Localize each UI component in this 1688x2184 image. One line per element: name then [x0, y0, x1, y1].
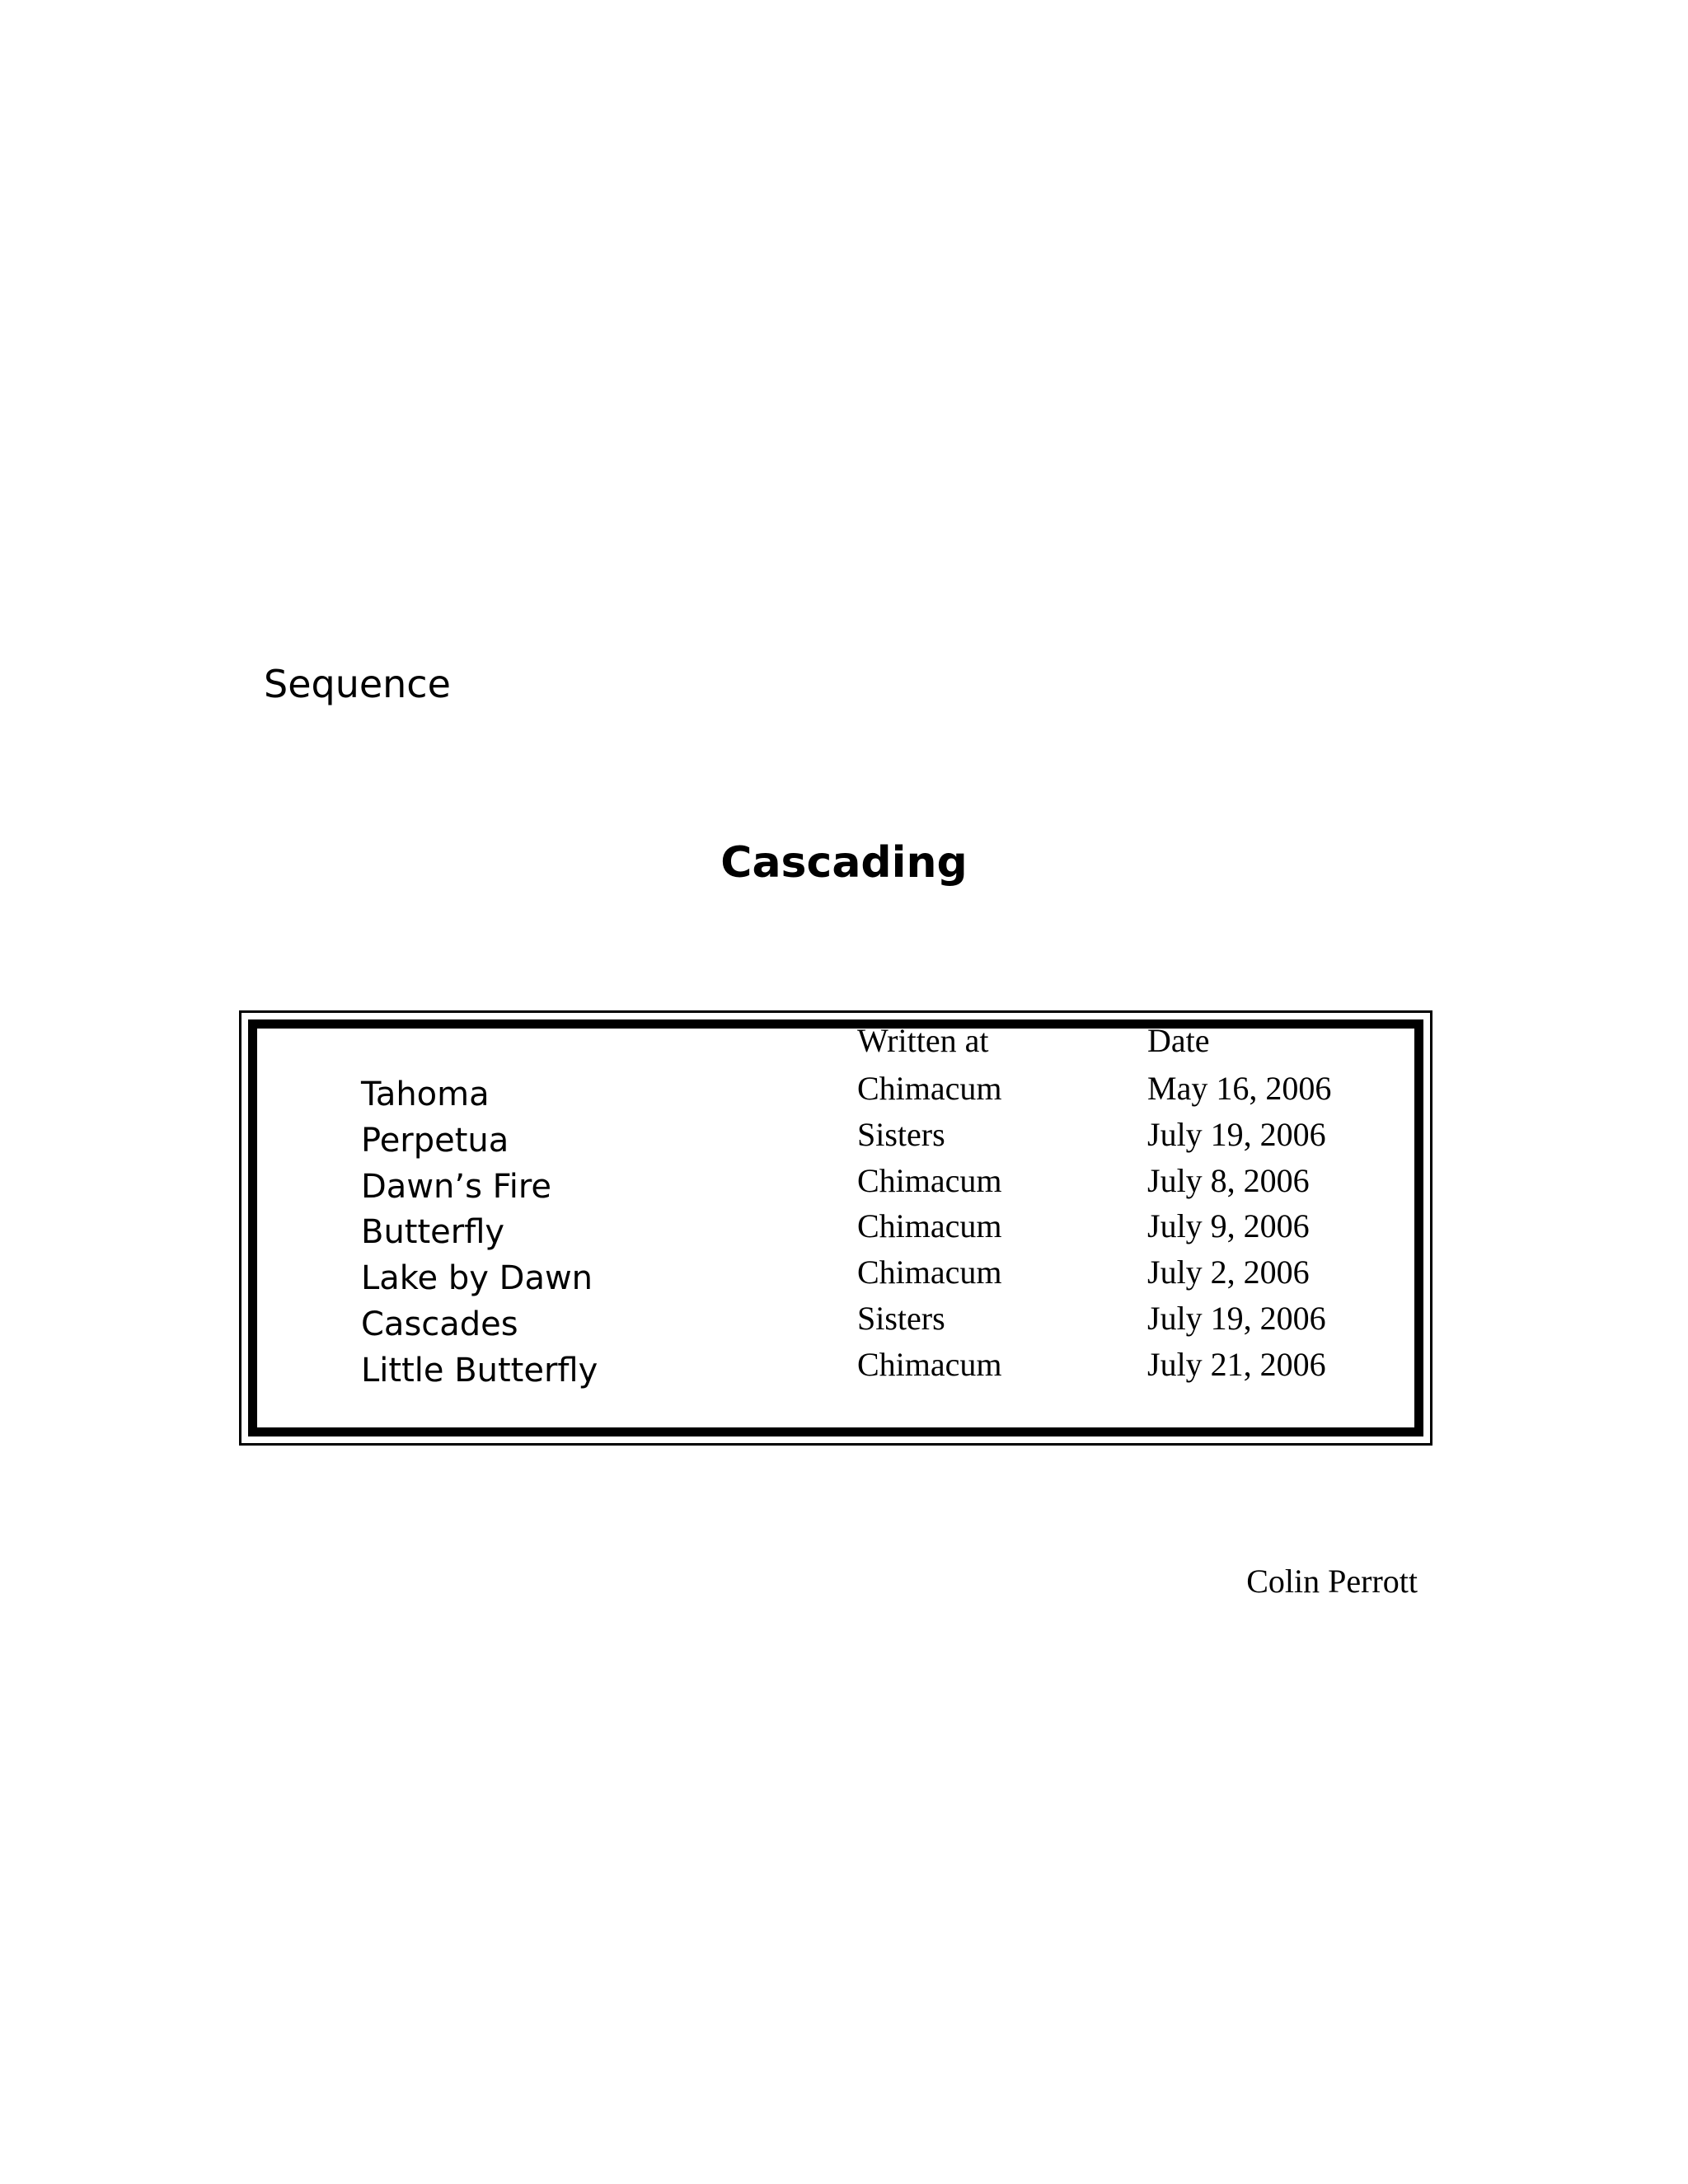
written-date: July 19, 2006 — [1147, 1115, 1326, 1153]
written-date: July 19, 2006 — [1147, 1299, 1326, 1337]
poem-title: Lake by Dawn — [361, 1259, 593, 1298]
poem-title: Little Butterfly — [361, 1351, 598, 1390]
poem-title: Cascades — [361, 1305, 518, 1343]
written-at-place: Sisters — [857, 1115, 945, 1153]
table-row — [0, 1347, 1688, 1394]
written-at-place: Chimacum — [857, 1161, 1002, 1199]
poem-title: Butterfly — [361, 1213, 505, 1252]
table-row — [0, 1115, 1688, 1164]
written-at-place: Chimacum — [857, 1254, 1002, 1291]
poem-title: Dawn’s Fire — [361, 1167, 552, 1206]
written-at-place: Chimacum — [857, 1070, 1002, 1107]
sequence-label: Sequence — [264, 662, 451, 706]
table-row — [0, 1255, 1688, 1301]
written-at-place: Chimacum — [857, 1207, 1002, 1245]
written-date: July 21, 2006 — [1147, 1345, 1326, 1383]
written-at-place: Chimacum — [857, 1345, 1002, 1383]
written-at-place: Sisters — [857, 1299, 945, 1337]
table-row — [0, 1071, 1688, 1118]
written-date: July 2, 2006 — [1147, 1254, 1310, 1291]
written-date: July 9, 2006 — [1147, 1207, 1310, 1245]
table-row — [0, 1161, 1688, 1210]
table-row — [0, 1301, 1688, 1347]
poem-title: Tahoma — [361, 1076, 490, 1113]
author-name: Colin Perrott — [1246, 1563, 1418, 1600]
column-header-written-at: Written at — [857, 1022, 989, 1059]
written-date: July 8, 2006 — [1147, 1161, 1310, 1199]
page-title: Cascading — [720, 838, 968, 888]
poem-title: Perpetua — [361, 1121, 509, 1160]
poem-list — [0, 1071, 1688, 1394]
table-row — [0, 1209, 1688, 1255]
column-header-date: Date — [1147, 1022, 1210, 1059]
written-date: May 16, 2006 — [1147, 1070, 1332, 1107]
